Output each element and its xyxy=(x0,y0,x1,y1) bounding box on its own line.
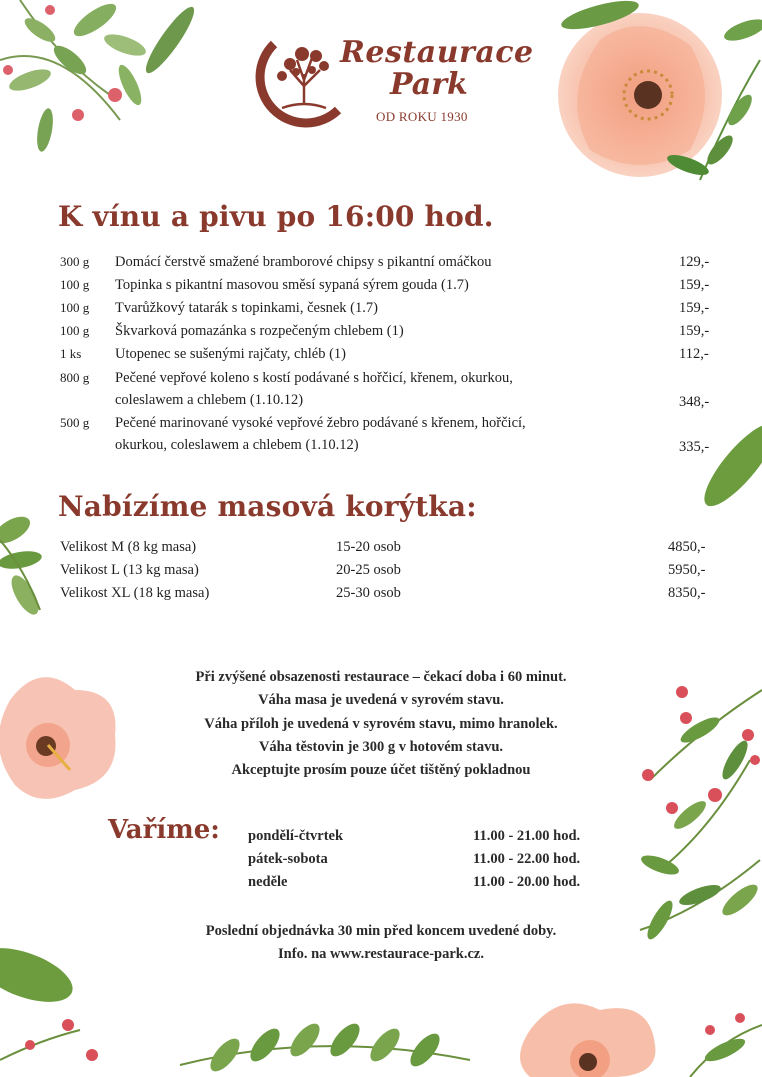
website-info: Info. na www.restaurace-park.cz. xyxy=(278,946,484,962)
wine-section-title: K vínu a pivu po 16:00 hod. xyxy=(58,200,494,233)
restaurant-name xyxy=(340,35,534,102)
platter-persons: 20-25 osob xyxy=(336,562,401,578)
hours-row xyxy=(248,828,648,848)
top-left-foliage xyxy=(0,0,200,153)
note-line: Váha příloh je uvedená v syrovém stavu, mimo hranolek. xyxy=(204,715,558,732)
last-order-note: Poslední objednávka 30 min před koncem uvedené doby. xyxy=(205,923,557,939)
item-description-continued: okurkou, coleslawem a chlebem (1.10.12) xyxy=(115,437,359,453)
note-line: Akceptujte prosím pouze účet tištěný pokladnou xyxy=(231,762,531,779)
platter-row xyxy=(60,539,720,559)
item-weight: 100 g xyxy=(60,323,90,338)
hours-time: 11.00 - 21.00 hod. xyxy=(473,828,581,844)
item-price: 159,- xyxy=(679,300,710,316)
item-weight: 100 g xyxy=(60,277,90,292)
note-line: Váha masa je uvedená v syrovém stavu. xyxy=(258,692,504,709)
item-price: 335,- xyxy=(679,439,710,455)
note-line: Při zvýšené obsazenosti restaurace – čekací doba i 60 minut. xyxy=(195,669,567,685)
hours-days: neděle xyxy=(248,874,288,890)
hours-title: Vaříme: xyxy=(108,815,220,845)
item-weight: 800 g xyxy=(60,370,90,385)
platter-row xyxy=(60,585,720,605)
platter-price: 5950,- xyxy=(668,562,706,578)
item-description: Utopenec se sušenými rajčaty, chléb (1) xyxy=(115,346,346,362)
right-leaf xyxy=(694,415,762,515)
hours-time: 11.00 - 22.00 hod. xyxy=(473,851,581,867)
hours-row xyxy=(248,851,648,871)
note-line: Váha těstovin je 300 g v hotovém stavu. xyxy=(258,738,504,755)
footer-info xyxy=(0,920,762,966)
item-description: Pečené vepřové koleno s kostí podávané s hořčicí, křenem, okurkou, xyxy=(115,370,513,386)
hours-days: pondělí-čtvrtek xyxy=(248,828,344,844)
platter-size: Velikost M (8 kg masa) xyxy=(60,539,197,555)
item-price: 129,- xyxy=(679,254,710,270)
item-weight: 100 g xyxy=(60,300,90,315)
platter-size: Velikost L (13 kg masa) xyxy=(60,562,199,578)
platters-section-title: Nabízíme masová korýtka: xyxy=(58,490,477,523)
item-price: 159,- xyxy=(679,277,710,293)
item-description-continued: coleslawem a chlebem (1.10.12) xyxy=(115,392,304,408)
platter-persons: 15-20 osob xyxy=(336,539,401,555)
bottom-right-flower xyxy=(520,1003,762,1077)
item-weight: 1 ks xyxy=(60,346,82,361)
hours-days: pátek-sobota xyxy=(248,851,328,867)
hours-row xyxy=(248,874,648,894)
restaurant-name-line2: Park xyxy=(390,67,468,102)
hours-time: 11.00 - 20.00 hod. xyxy=(473,874,581,890)
item-description: Domácí čerstvě smažené bramborové chipsy s pikantní omáčkou xyxy=(115,254,492,270)
item-description: Topinka s pikantní masovou směsí sypaná sýrem gouda (1.7) xyxy=(115,277,469,293)
restaurant-name-line1: Restaurace xyxy=(340,35,534,70)
bottom-center-foliage xyxy=(180,1019,470,1076)
item-description: Tvarůžkový tatarák s topinkami, česnek (1.7) xyxy=(115,300,378,316)
item-price: 112,- xyxy=(679,346,709,362)
item-weight: 300 g xyxy=(60,254,90,269)
item-price: 159,- xyxy=(679,323,710,339)
established-since: OD ROKU 1930 xyxy=(376,109,468,124)
platter-persons: 25-30 osob xyxy=(336,585,401,601)
info-notes xyxy=(0,666,762,782)
platter-row xyxy=(60,562,720,582)
item-weight: 500 g xyxy=(60,415,90,430)
item-price: 348,- xyxy=(679,394,710,410)
item-description: Pečené marinované vysoké vepřové žebro podávané s křenem, hořčicí, xyxy=(115,415,526,431)
item-description: Škvarková pomazánka s rozpečeným chlebem (1) xyxy=(115,323,404,339)
left-middle-foliage xyxy=(0,511,44,618)
platter-price: 8350,- xyxy=(668,585,706,601)
platter-price: 4850,- xyxy=(668,539,706,555)
top-right-flower xyxy=(558,0,762,180)
tree-logo xyxy=(260,44,338,123)
platter-size: Velikost XL (18 kg masa) xyxy=(60,585,210,601)
